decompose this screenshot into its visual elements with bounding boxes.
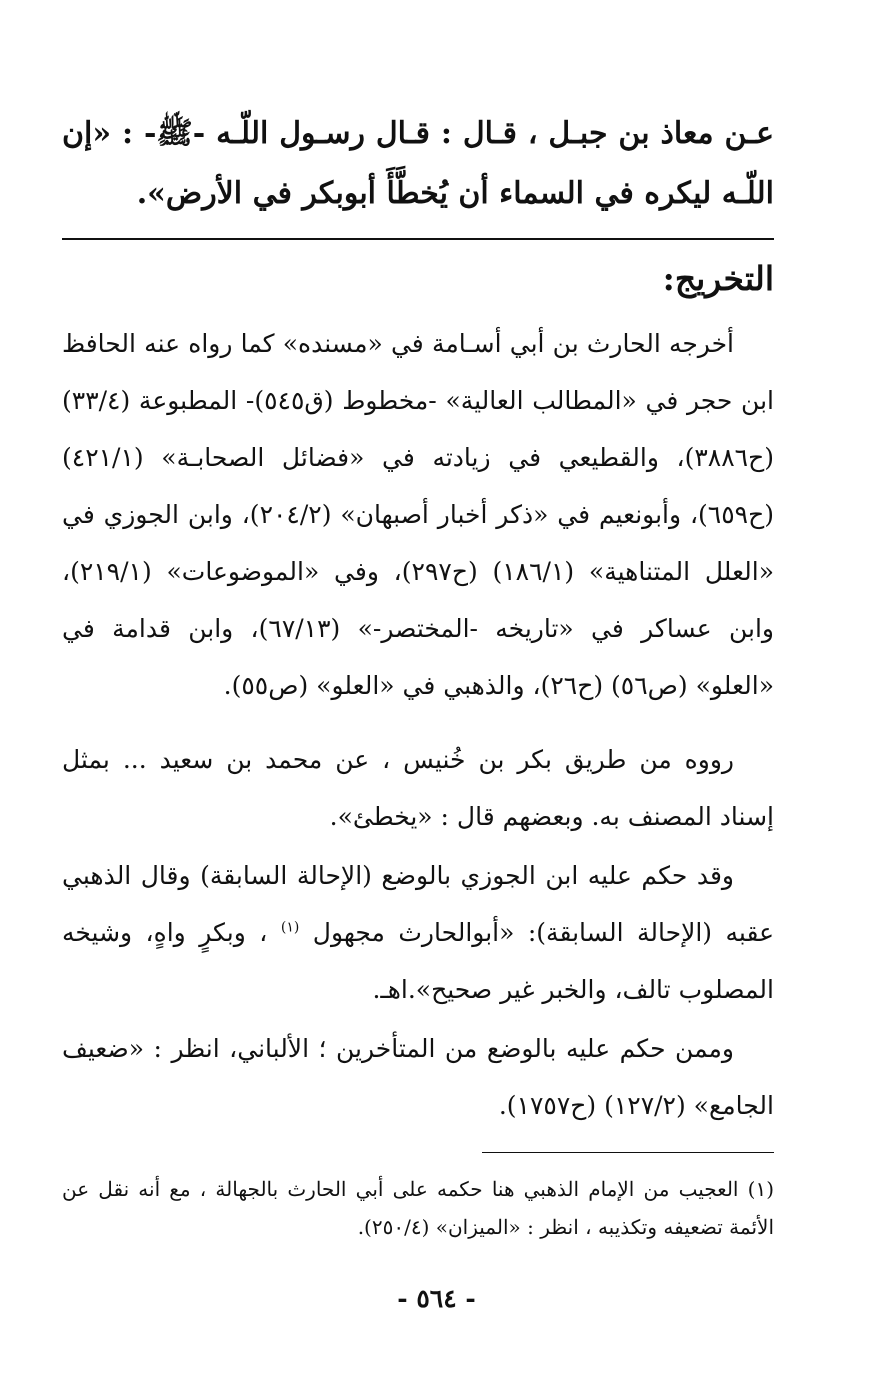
ruling-paragraph: [62, 847, 774, 1018]
albani-paragraph: وممن حكم عليه بالوضع من المتأخرين ؛ الألباني، انظر : «ضعيف الجامع» (١٢٧/٢) (ح١٧٥٧).: [62, 1034, 774, 1120]
ruling-text-before: وقد حكم عليه ابن الجوزي بالوضع (الإحالة السابقة) وقال الذهبي عقبه (الإحالة السابقة): «أبوالحارث مجهول: [62, 861, 775, 947]
hadith-divider: [62, 238, 774, 240]
footnote-text: (١) العجيب من الإمام الذهبي هنا حكمه على أبي الحارث بالجهالة ، مع أنه نقل عن الأئمة تضعيفه وتكذيبه ، انظر : «الميزان» (٢٥٠/٤).: [62, 1177, 774, 1239]
hadith-text: عـن معاذ بن جبـل ، قـال : قـال رسـول اللّـه -ﷺ- : «إن اللّـه ليكره في السماء أن يُخطَّأَ أبوبكر في الأرض».: [62, 116, 774, 211]
section-heading: التخريج:: [662, 259, 774, 298]
footnote-divider: [482, 1152, 774, 1153]
takhrij-paragraph: أخرجه الحارث بن أبي أسـامة في «مسنده» كما رواه عنه الحافظ ابن حجر في «المطالب العالية» -مخطوط (ق٥٤٥)- المطبوعة (٣٣/٤) (ح٣٨٨٦)، والقطيعي في زيادته في «فضائل الصحابـة» (٤٢١/١) (ح٦٥٩)، وأبونعيم في «ذكر أخبار أصبهان» (٢٠٤/٢)، وابن الجوزي في «العلل المتناهية» (١٨٦/١) (ح٢٩٧)، وفي «الموضوعات» (٢١٩/١)، وابن عساكر في «تاريخه -المختصر-» (٦٧/١٣)، وابن قدامة في «العلو» (ص٥٦) (ح٢٦)، والذهبي في «العلو» (ص٥٥).: [62, 329, 774, 700]
footnote-marker: (١): [280, 919, 300, 936]
page-number: - ٥٦٤ -: [397, 1284, 476, 1313]
ruling-text-after: ، وبكرٍ واهٍ، وشيخه المصلوب تالف، والخبر غير صحيح».اهـ.: [62, 918, 774, 1004]
chain-paragraph: رووه من طريق بكر بن خُنيس ، عن محمد بن سعيد ... بمثل إسناد المصنف به. وبعضهم قال : «يخطئ».: [62, 745, 774, 831]
